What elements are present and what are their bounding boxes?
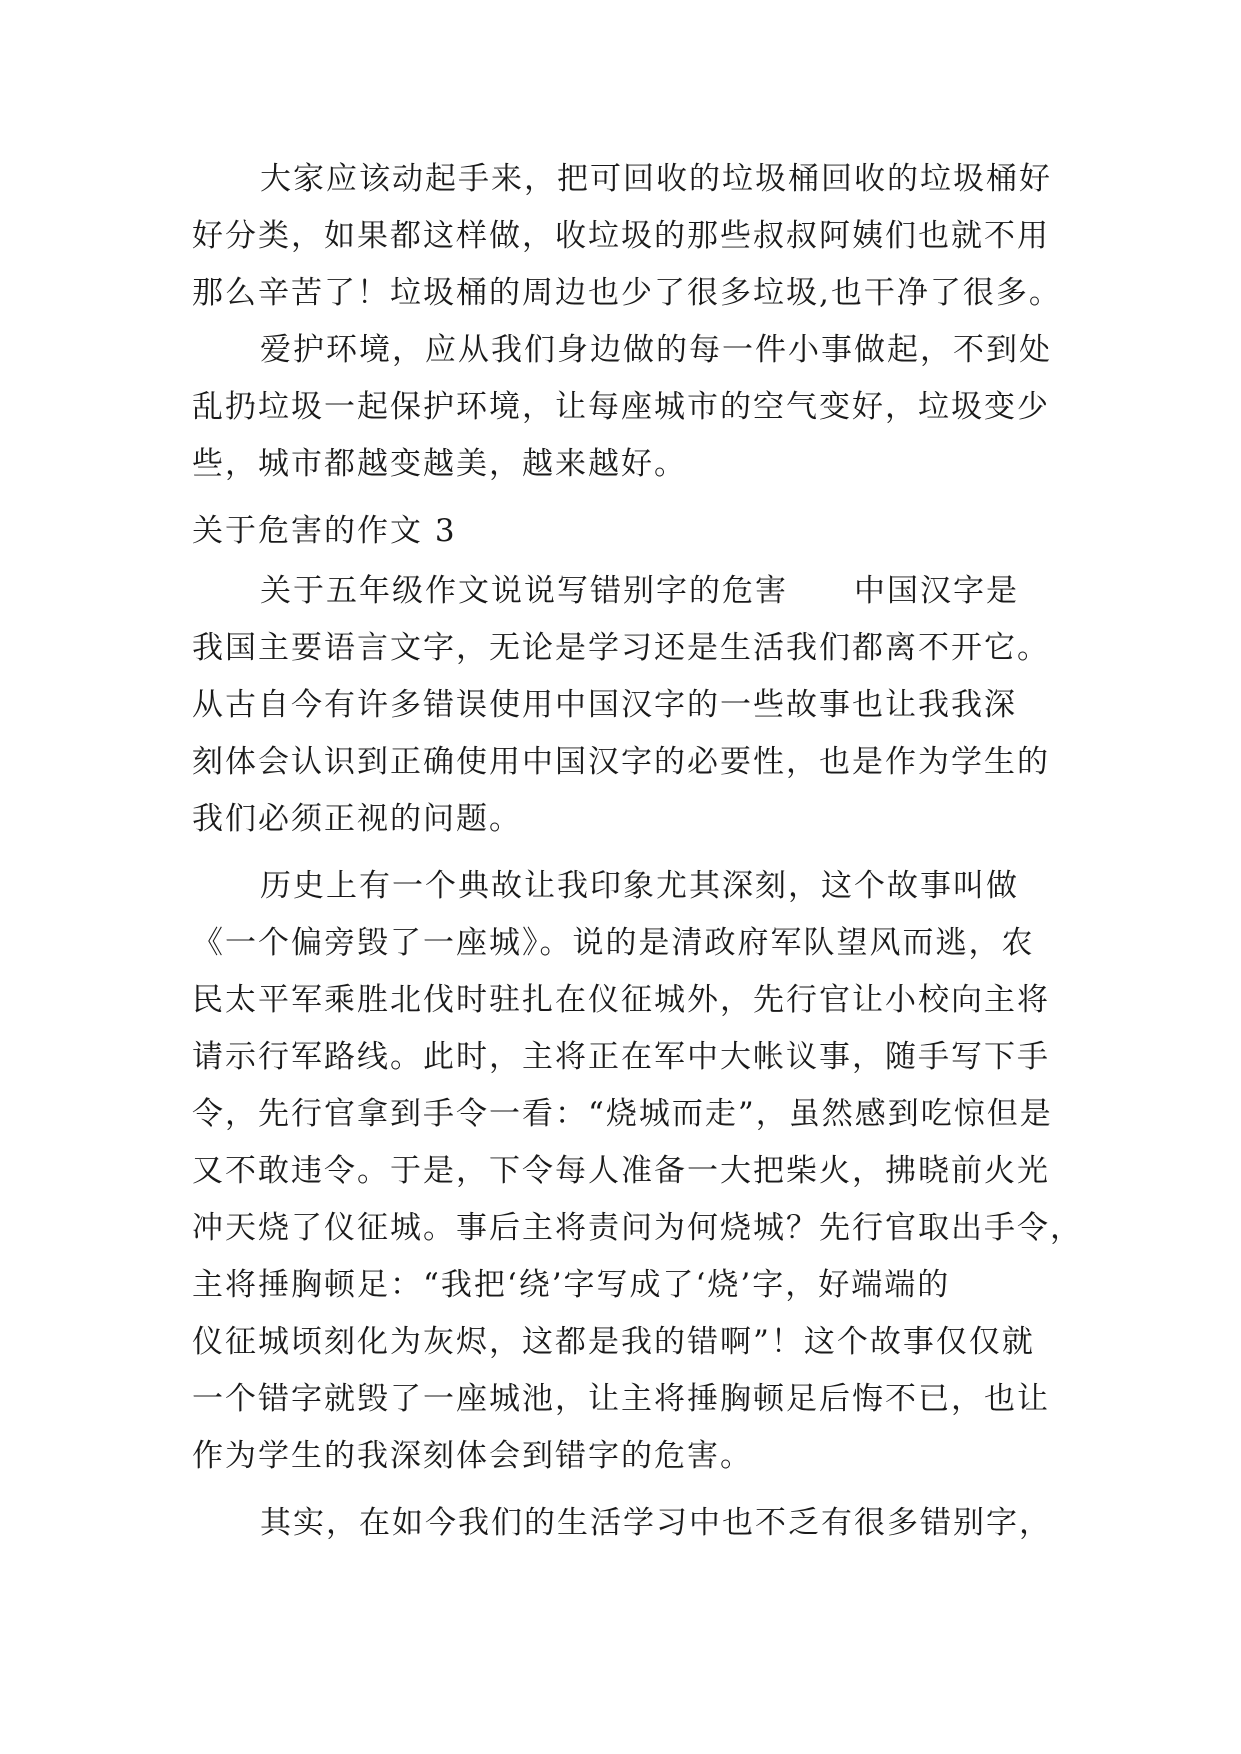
paragraph-line: 些，城市都越变越美，越来越好。 <box>192 446 687 482</box>
paragraph-line: 历史上有一个典故让我印象尤其深刻，这个故事叫做 <box>260 868 1019 904</box>
paragraph-line: 乱扔垃圾一起保护环境，让每座城市的空气变好，垃圾变少 <box>192 389 1050 425</box>
paragraph-line: 《一个偏旁毁了一座城》。说的是清政府军队望风而逃，农 <box>192 925 1035 961</box>
paragraph-line: 民太平军乘胜北伐时驻扎在仪征城外，先行官让小校向主将 <box>192 982 1050 1018</box>
paragraph-line: 好分类，如果都这样做，收垃圾的那些叔叔阿姨们也就不用 <box>192 218 1050 254</box>
paragraph-line: 关于五年级作文说说写错别字的危害 中国汉字是 <box>260 573 1019 609</box>
paragraph-line: 仪征城顷刻化为灰烬，这都是我的错啊”！这个故事仅仅就 <box>192 1324 1035 1360</box>
paragraph-line: 刻体会认识到正确使用中国汉字的必要性，也是作为学生的 <box>192 744 1050 780</box>
paragraph-line: 又不敢违令。于是，下令每人准备一大把柴火，拂晓前火光 <box>192 1153 1050 1189</box>
paragraph-line: 我们必须正视的问题。 <box>192 801 522 837</box>
paragraph-line: 请示行军路线。此时，主将正在军中大帐议事，随手写下手 <box>192 1039 1050 1075</box>
paragraph-line: 那么辛苦了！垃圾桶的周边也少了很多垃圾,也干净了很多。 <box>192 275 1062 311</box>
paragraph-line: 令，先行官拿到手令一看：“烧城而走”，虽然感到吃惊但是 <box>192 1096 1053 1132</box>
paragraph-line: 大家应该动起手来，把可回收的垃圾桶回收的垃圾桶好 <box>260 161 1052 197</box>
paragraph-line: 爱护环境，应从我们身边做的每一件小事做起，不到处 <box>260 332 1052 368</box>
section-heading: 关于危害的作文 3 <box>192 513 457 549</box>
paragraph-line: 冲天烧了仪征城。事后主将责问为何烧城？先行官取出手令， <box>192 1210 1083 1246</box>
paragraph-line: 主将捶胸顿足：“我把‘绕’字写成了‘烧’字，好端端的 <box>192 1267 951 1303</box>
paragraph-line: 我国主要语言文字，无论是学习还是生活我们都离不开它。 <box>192 630 1050 666</box>
paragraph-line: 作为学生的我深刻体会到错字的危害。 <box>192 1438 753 1474</box>
paragraph-line: 从古自今有许多错误使用中国汉字的一些故事也让我我深 <box>192 687 1017 723</box>
paragraph-line: 一个错字就毁了一座城池，让主将捶胸顿足后悔不已，也让 <box>192 1381 1050 1417</box>
paragraph-line: 其实，在如今我们的生活学习中也不乏有很多错别字， <box>260 1505 1052 1541</box>
